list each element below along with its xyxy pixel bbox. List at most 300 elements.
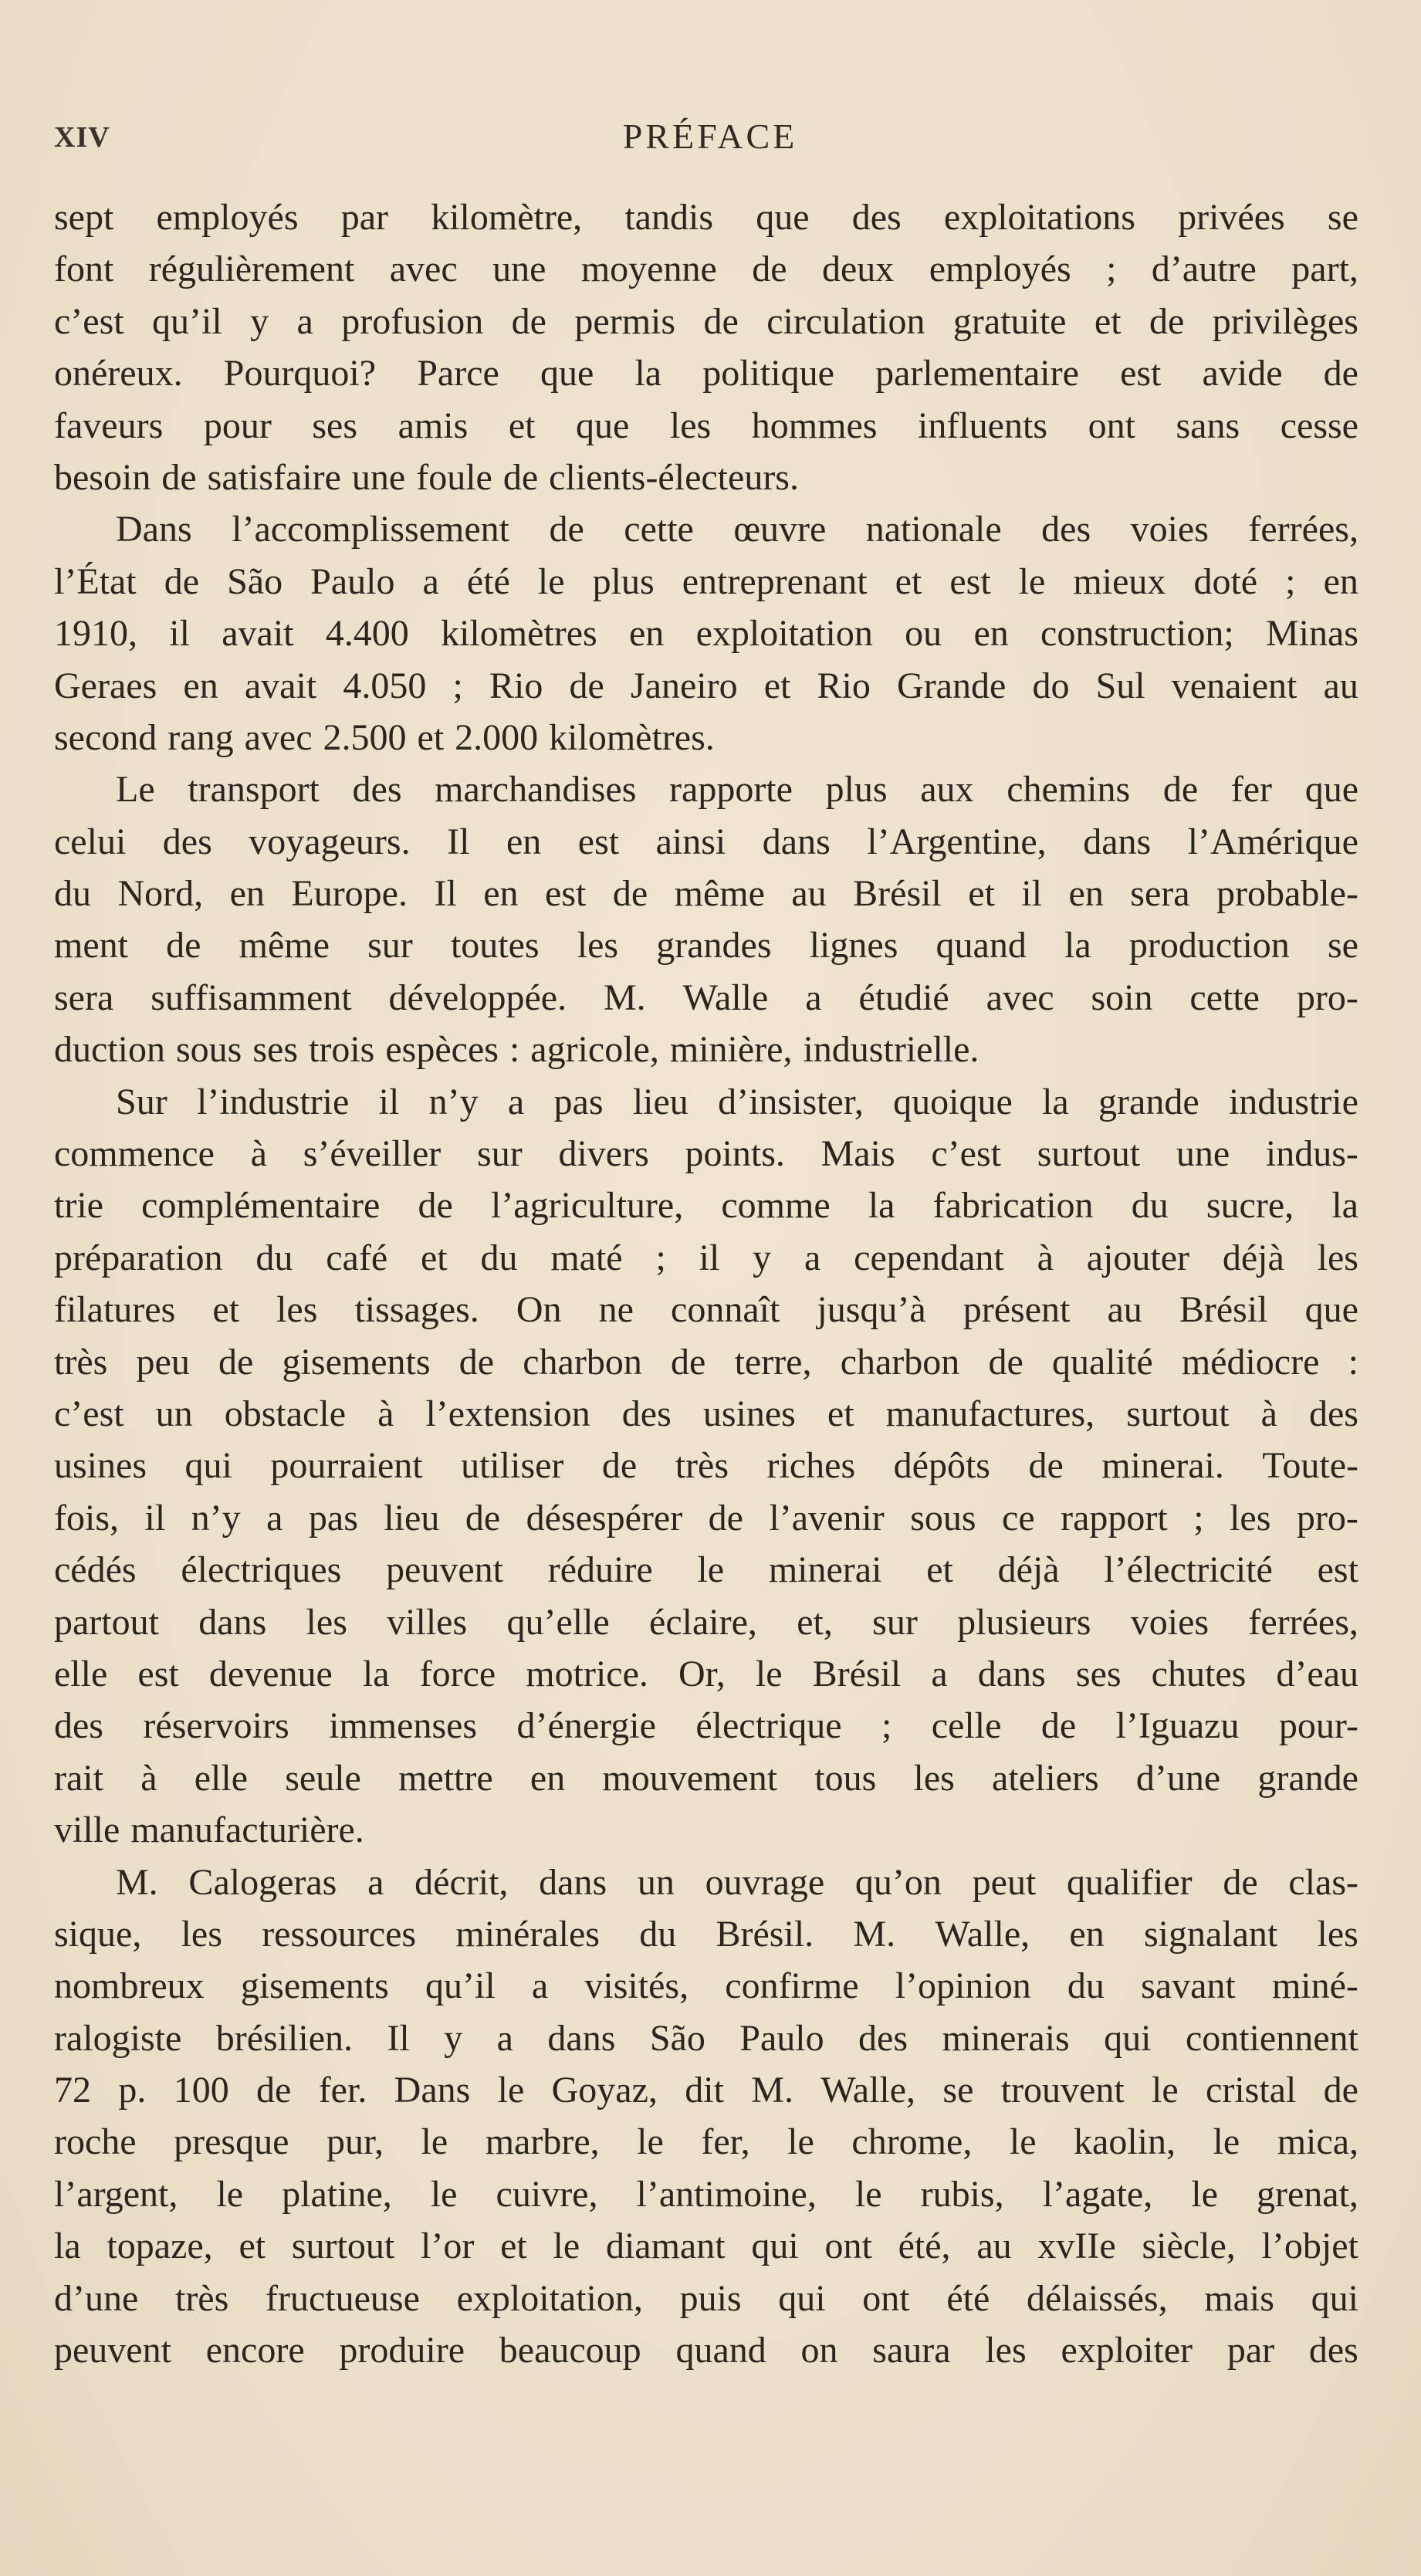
word: du [255, 1237, 293, 1278]
word: déjà [997, 1549, 1060, 1591]
text-line [54, 1544, 1358, 1596]
word: que [756, 197, 810, 238]
word: c’est [54, 300, 124, 342]
word: réduire [547, 1549, 653, 1591]
word: présent [963, 1289, 1071, 1331]
word: ses [252, 1029, 299, 1071]
word: ralogiste [54, 2017, 182, 2059]
word: rang [167, 716, 234, 758]
word: mais [1204, 2277, 1274, 2319]
word: tissages. [354, 1289, 479, 1331]
word: Minas [1265, 613, 1358, 655]
word: en [183, 665, 218, 706]
word: sur [367, 925, 413, 966]
word: très [174, 2277, 229, 2319]
word: l’opinion [895, 1965, 1031, 2007]
word: plus [825, 769, 888, 811]
word: et [763, 665, 791, 706]
word: d’eau [1276, 1653, 1358, 1694]
word: avec [986, 977, 1054, 1018]
word: n’y [428, 1081, 479, 1122]
word: ont [824, 2226, 872, 2267]
word: la [1042, 1081, 1069, 1122]
word: de [502, 456, 539, 498]
word: du [54, 873, 91, 915]
word: 4.400 [325, 613, 409, 655]
word: chemins [1007, 769, 1131, 811]
word: tous [814, 1757, 877, 1799]
word: qui [1311, 2277, 1358, 2319]
word: charbon [523, 1341, 642, 1383]
word: part, [1291, 249, 1358, 290]
word: villes [387, 1601, 468, 1643]
word: a [804, 1237, 821, 1278]
word: kilomètres. [549, 716, 715, 758]
word: le [1213, 2121, 1240, 2163]
word: les [276, 1289, 318, 1331]
word: ferrées, [1248, 1601, 1358, 1643]
word: très [675, 1445, 729, 1487]
word: ouvrage [705, 1861, 825, 1903]
word: médiocre [1181, 1341, 1320, 1383]
word: de [166, 925, 201, 966]
word: gisements [282, 1341, 431, 1383]
word: ville [54, 1809, 120, 1851]
word: kilomètres [441, 613, 597, 655]
word: industrie [1228, 1081, 1358, 1122]
word: cette [624, 509, 694, 550]
word: et [968, 873, 995, 915]
word: les [1230, 1497, 1271, 1538]
word: ; [1285, 560, 1296, 602]
word: plusieurs [957, 1601, 1091, 1643]
word: dans [977, 1653, 1046, 1694]
word: a [367, 1861, 384, 1903]
word: kaolin, [1074, 2121, 1176, 2163]
word: une [492, 249, 546, 290]
word: toutes [450, 925, 540, 966]
word: probable- [1216, 873, 1358, 915]
word: ou [905, 613, 942, 655]
word: ainsi [655, 821, 726, 862]
word: avec [244, 716, 313, 758]
word: Nord, [117, 873, 204, 915]
word: topaze, [107, 2226, 213, 2267]
word: clas- [1288, 1861, 1358, 1903]
word: il [144, 1497, 166, 1538]
word: Or, [678, 1653, 726, 1694]
word: chutes [1151, 1653, 1247, 1694]
word: le [697, 1549, 725, 1591]
word: qualifier [1067, 1861, 1193, 1903]
word: Paulo [739, 2017, 824, 2059]
word: à [1037, 1237, 1054, 1278]
word: : [1348, 1341, 1358, 1383]
word: exploiter [1061, 2330, 1193, 2371]
word: qui [778, 2277, 826, 2319]
word: le [537, 560, 565, 602]
word: il [378, 1081, 400, 1122]
word: et [895, 560, 922, 602]
word: peuvent [54, 2330, 171, 2371]
word: peuvent [386, 1549, 503, 1591]
word: kilomètre, [431, 197, 583, 238]
word: ment [54, 925, 128, 966]
word: ont [862, 2277, 910, 2319]
word: l’Argentine, [867, 821, 1047, 862]
page-header [54, 116, 1366, 162]
word: l’Iguazu [1115, 1705, 1240, 1747]
word: a [296, 300, 313, 342]
word: indus- [1265, 1133, 1358, 1175]
word: a [266, 1497, 283, 1538]
text-line [54, 712, 1358, 763]
text-line [54, 243, 1358, 295]
word: aux [920, 769, 974, 811]
word: pas [308, 1497, 358, 1538]
word: transport [188, 769, 320, 811]
word: est [1317, 1549, 1358, 1591]
text-line [54, 919, 1358, 971]
word: la [362, 1653, 390, 1694]
word: obstacle [224, 1393, 346, 1434]
word: puis [679, 2277, 742, 2319]
word: cette [1189, 977, 1260, 1018]
word: 4.050 [343, 665, 427, 706]
word: jusqu’à [817, 1289, 926, 1331]
word: décrit, [414, 1861, 509, 1903]
word: a [531, 1965, 549, 2007]
word: ; [655, 1237, 666, 1278]
word: a [507, 1081, 525, 1122]
word: de [1323, 2070, 1358, 2111]
word: il [1021, 873, 1043, 915]
word: immenses [329, 1705, 478, 1747]
word: 1910, [54, 613, 137, 655]
word: employés [156, 197, 299, 238]
word: la [1331, 1185, 1358, 1227]
word: le [1191, 2173, 1218, 2215]
word: de [1323, 353, 1358, 394]
word: celui [54, 821, 127, 862]
word: ont [1088, 405, 1135, 446]
word: qu’on [854, 1861, 942, 1903]
word: y [753, 1237, 772, 1278]
word: des [1308, 1393, 1358, 1434]
word: des [54, 1705, 103, 1747]
word: même [674, 873, 765, 915]
word: a [931, 1653, 948, 1694]
word: de [752, 249, 787, 290]
word: c’est [931, 1133, 1001, 1175]
word: surtout [291, 2226, 395, 2267]
word: dans [539, 1861, 607, 1903]
word: usines [702, 1393, 796, 1434]
word: de [164, 560, 199, 602]
word: hommes [751, 405, 878, 446]
word: du [639, 1913, 677, 1955]
word: exploitation, [456, 2277, 643, 2319]
word: construction; [1040, 613, 1234, 655]
text-line [54, 1857, 1358, 1908]
word: encore [205, 2330, 305, 2371]
word: l’agate, [1042, 2173, 1153, 2215]
word: l’argent, [54, 2173, 178, 2215]
word: filatures [54, 1289, 176, 1331]
word: a [496, 2017, 513, 2059]
word: privées [1178, 197, 1285, 238]
word: industrielle. [803, 1029, 979, 1071]
word: venaient [1171, 665, 1298, 706]
text-line [54, 1440, 1358, 1491]
word: de [671, 1341, 706, 1383]
word: en [483, 873, 519, 915]
word: exploitations [943, 197, 1135, 238]
word: sera [54, 977, 114, 1018]
word: de [256, 2070, 292, 2111]
word: lieu [384, 1497, 440, 1538]
word: Janeiro [630, 665, 738, 706]
word: les [985, 2330, 1027, 2371]
word: pro- [1296, 977, 1358, 1018]
word: produire [339, 2330, 465, 2371]
word: l’objet [1261, 2226, 1358, 2267]
word: au [1107, 1289, 1142, 1331]
word: avec [389, 249, 458, 290]
word: sera [1130, 873, 1190, 915]
word: réservoirs [143, 1705, 289, 1747]
word: peu [136, 1341, 190, 1383]
word: qu’il [425, 1965, 496, 2007]
text-line [54, 2116, 1358, 2168]
word: rait [54, 1757, 103, 1799]
word: n’y [191, 1497, 241, 1538]
word: ; [1106, 249, 1117, 290]
word: en [506, 821, 542, 862]
word: Walle [682, 977, 769, 1018]
word: besoin [54, 456, 151, 498]
word: et [508, 405, 536, 446]
word: deux [821, 249, 895, 290]
word: est [949, 560, 991, 602]
word: de [1028, 1445, 1064, 1487]
word: elle [194, 1757, 248, 1799]
word: cependant [854, 1237, 1004, 1278]
word: délaissés, [1026, 2277, 1168, 2319]
word: de [1149, 300, 1185, 342]
word: gisements [240, 1965, 389, 2007]
text-line [54, 1024, 1358, 1075]
word: le [1018, 560, 1046, 602]
word: rapporte [669, 769, 793, 811]
word: Brésil [812, 1653, 902, 1694]
word: diamant [605, 2226, 726, 2267]
word: le [553, 2226, 580, 2267]
text-line [54, 2064, 1358, 2116]
word: été, [898, 2226, 951, 2267]
word: de [988, 1341, 1023, 1383]
word: par [1226, 2330, 1275, 2371]
word: pourraient [270, 1445, 423, 1487]
body-text [54, 191, 1358, 2376]
word: faveurs [54, 405, 164, 446]
word: rubis, [920, 2173, 1004, 2215]
word: elle [54, 1653, 108, 1694]
word: visités, [584, 1965, 689, 2007]
text-line [54, 868, 1358, 919]
word: c’est [54, 1393, 124, 1434]
word: ; [881, 1705, 892, 1747]
word: l’or [421, 2226, 475, 2267]
word: permis [574, 300, 676, 342]
word: cédés [54, 1549, 137, 1591]
word: mettre [398, 1757, 493, 1799]
word: éclaire, [649, 1601, 757, 1643]
word: de [511, 300, 546, 342]
word: a [805, 977, 822, 1018]
word: onéreux. [54, 353, 183, 394]
text-line [54, 2273, 1358, 2324]
word: quoique [893, 1081, 1013, 1122]
word: minerai [768, 1549, 882, 1591]
word: étudié [858, 977, 949, 1018]
word: fer, [701, 2121, 750, 2163]
word: la [634, 353, 662, 394]
word: grande [1257, 1757, 1358, 1799]
word: un [155, 1393, 193, 1434]
word: très [54, 1341, 108, 1383]
word: l’Amérique [1187, 821, 1358, 862]
word: déjà [1222, 1237, 1284, 1278]
word: ne [598, 1289, 634, 1331]
word: en [973, 613, 1009, 655]
word: Dans [394, 2070, 471, 2111]
word: avide [1202, 353, 1283, 394]
word: suffisamment [151, 977, 352, 1018]
word: sucre, [1206, 1185, 1294, 1227]
word: chrome, [851, 2121, 973, 2163]
word: l’antimoine, [636, 2173, 817, 2215]
word: en [1068, 873, 1104, 915]
word: sur [872, 1601, 918, 1643]
word: qu’elle [506, 1601, 610, 1643]
word: ses [312, 405, 358, 446]
word: une [351, 456, 406, 498]
word: de [1223, 1861, 1258, 1903]
word: développée. [388, 977, 567, 1018]
word: le [637, 2121, 664, 2163]
word: mica, [1277, 2121, 1358, 2163]
word: Brésil. [716, 1913, 814, 1955]
word: qu’il [152, 300, 222, 342]
word: ; [452, 665, 463, 706]
word: trie [54, 1185, 103, 1227]
word: amis [398, 405, 469, 446]
word: parlementaire [875, 353, 1079, 394]
word: qui [1104, 2017, 1152, 2059]
word: ses [1075, 1653, 1122, 1694]
word: duction [54, 1029, 165, 1071]
word: Il [387, 2017, 410, 2059]
word: s’éveiller [303, 1133, 442, 1175]
word: force [419, 1653, 496, 1694]
word: Il [447, 821, 470, 862]
word: du [1131, 1185, 1169, 1227]
word: au [791, 873, 827, 915]
word: voyageurs. [249, 821, 411, 862]
word: xvIIe [1037, 2226, 1116, 2267]
word: trouvent [1000, 2070, 1125, 2111]
word: de [549, 509, 584, 550]
word: les [181, 1913, 222, 1955]
word: ateliers [992, 1757, 1099, 1799]
text-line [54, 2012, 1358, 2064]
word: seule [285, 1757, 361, 1799]
word: un [637, 1861, 675, 1903]
word: sept [54, 197, 114, 238]
word: le [1152, 2070, 1179, 2111]
word: Calogeras [188, 1861, 337, 1903]
word: que [1304, 1289, 1358, 1331]
text-line [54, 1700, 1358, 1752]
word: du [480, 1237, 518, 1278]
word: il [699, 1237, 720, 1278]
text-line [54, 556, 1358, 608]
word: charbon [840, 1341, 960, 1383]
word: est [545, 873, 587, 915]
word: marchandises [435, 769, 637, 811]
word: Le [116, 769, 155, 811]
word: savant [1141, 1965, 1236, 2007]
word: avait [222, 613, 294, 655]
word: Brésil [1179, 1289, 1268, 1331]
word: quand [675, 2330, 766, 2371]
word: rapport [1061, 1497, 1168, 1538]
word: en [529, 1757, 566, 1799]
running-title: PRÉFACE [622, 117, 798, 156]
word: électriques [181, 1549, 342, 1591]
word: en [1069, 1913, 1105, 1955]
word: d’une [1135, 1757, 1221, 1799]
word: du [1067, 1965, 1105, 2007]
word: qui [184, 1445, 232, 1487]
word: p. [118, 2070, 147, 2111]
word: Rio [817, 665, 871, 706]
word: y [250, 300, 269, 342]
word: la [54, 2226, 81, 2267]
word: les [577, 925, 619, 966]
word: fructueuse [265, 2277, 420, 2319]
word: nationale [865, 509, 1002, 550]
text-line [54, 400, 1358, 452]
text-line [54, 296, 1358, 347]
word: Il [434, 873, 457, 915]
word: moyenne [580, 249, 717, 290]
word: ajouter [1086, 1237, 1189, 1278]
word: M. [751, 2070, 793, 2111]
word: les [1317, 1913, 1358, 1955]
word: la [1064, 925, 1091, 966]
word: 2.000 [455, 716, 539, 758]
word: avait [244, 665, 317, 706]
word: manufacturière. [130, 1809, 364, 1851]
text-line [54, 2324, 1358, 2376]
word: mieux [1073, 560, 1166, 602]
word: beaucoup [499, 2330, 641, 2371]
word: minerai. [1101, 1445, 1224, 1487]
word: électrique [695, 1705, 842, 1747]
word: tandis [624, 197, 713, 238]
